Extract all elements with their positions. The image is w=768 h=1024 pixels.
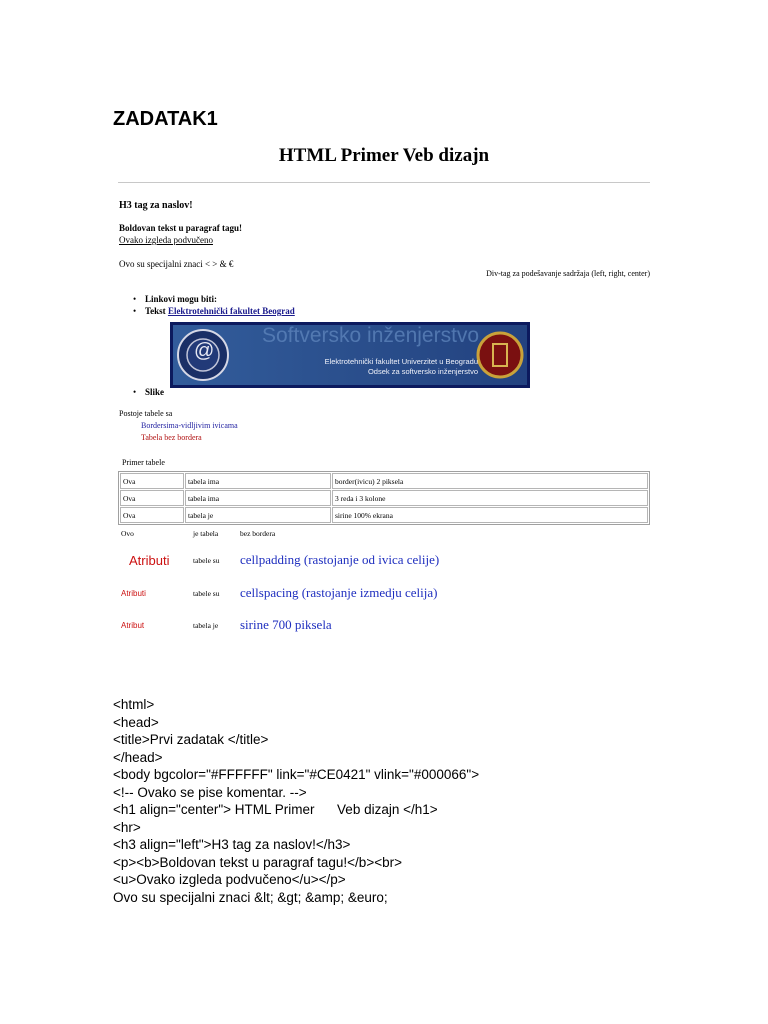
table-cell: sirine 100% ekrana <box>332 507 648 523</box>
code-line: <title>Prvi zadatak </title> <box>113 732 269 747</box>
code-line: <u>Ovako izgleda podvučeno</u></p> <box>113 872 346 887</box>
borderless-cell-3: sirine 700 piksela <box>240 617 332 632</box>
page-heading: HTML Primer Veb dizajn <box>278 145 490 166</box>
div-right-text: Div-tag za podešavanje sadržaja (left, right, center) <box>486 269 650 278</box>
list-item <box>133 293 295 305</box>
list-item <box>133 386 164 398</box>
tables-with-borders-text: Bordersima-vidljivim ivicama <box>141 421 238 430</box>
table-row <box>120 473 648 489</box>
table-cell: Ova <box>120 490 184 506</box>
table-cell: Ova <box>120 507 184 523</box>
bullet-list-images <box>133 386 164 398</box>
code-line: <h3 align="left">H3 tag za naslov!</h3> <box>113 837 351 852</box>
code-line: <!-- Ovako se pise komentar. --> <box>113 784 307 800</box>
table-cell: tabela je <box>185 507 331 523</box>
fakultet-link[interactable]: Elektrotehnički fakultet Beograd <box>167 306 295 316</box>
h3-heading: H3 tag za naslov! <box>119 200 193 211</box>
bullet-label: Linkovi mogu biti: <box>145 294 218 304</box>
code-line: <hr> <box>113 819 141 835</box>
table-row <box>120 490 648 506</box>
borderless-cell-3: cellspacing (rastojanje izmedju celija) <box>240 585 438 600</box>
table-cell: border(ivicu) 2 piksela <box>332 473 648 489</box>
banner-line-1: Elektrotehnički fakultet Univerzitet u Beogradu <box>324 357 478 366</box>
faculty-banner-image <box>170 322 530 388</box>
table-cell: Ova <box>120 473 184 489</box>
code-line: <body bgcolor="#FFFFFF" link="#CE0421" vlink="#000066"> <box>113 767 480 782</box>
bullet-label: Tekst <box>145 306 166 316</box>
table-row <box>120 507 648 523</box>
borderless-cell-3: cellpadding (rastojanje od ivica celije) <box>240 552 440 567</box>
code-line: <head> <box>113 714 159 730</box>
table-cell: tabela ima <box>185 490 331 506</box>
list-item <box>133 305 295 317</box>
borderless-cell-2: je tabela <box>193 529 219 538</box>
borderless-cell-2: tabela je <box>193 621 219 630</box>
html-source-listing <box>113 696 479 906</box>
code-line: <html> <box>113 697 155 712</box>
borderless-cell-1: Atributi <box>121 589 146 598</box>
bullet-list <box>133 293 295 317</box>
tables-intro-text: Postoje tabele sa <box>119 409 173 418</box>
borderless-cell-2: tabele su <box>193 556 220 565</box>
bullet-dot-icon: • <box>133 387 137 397</box>
horizontal-rule <box>118 182 650 183</box>
underlined-text: Ovako izgleda podvučeno <box>119 235 213 245</box>
code-line: <p><b>Boldovan tekst u paragraf tagu!</b><br> <box>113 854 402 870</box>
code-line: Ovo su specijalni znaci &lt; &gt; &amp; &euro; <box>113 889 388 905</box>
table-cell: tabela ima <box>185 473 331 489</box>
banner-watermark: Softversko inženjerstvo <box>262 324 480 347</box>
code-line: </head> <box>113 749 163 765</box>
code-line: <h1 align="center"> HTML Primer Veb dizajn </h1> <box>113 802 438 817</box>
document-title: ZADATAK1 <box>113 108 218 130</box>
borderless-cell-3: bez bordera <box>240 529 276 538</box>
bullet-dot-icon: • <box>133 306 137 316</box>
table-cell: 3 reda i 3 kolone <box>332 490 648 506</box>
borderless-cell-1: Atributi <box>129 553 170 568</box>
bold-paragraph: Boldovan tekst u paragraf tagu! <box>119 223 243 233</box>
borderless-cell-2: tabele su <box>193 589 220 598</box>
bullet-label: Slike <box>145 387 165 397</box>
example-table <box>118 471 650 525</box>
logo-at-symbol: @ <box>194 340 215 362</box>
borderless-cell-1: Atribut <box>121 621 145 630</box>
banner-line-2: Odsek za softversko inženjerstvo <box>367 367 478 376</box>
borderless-cell-1: Ovo <box>121 529 134 538</box>
special-characters-text: Ovo su specijalni znaci < > & € <box>119 259 234 269</box>
bullet-dot-icon: • <box>133 294 137 304</box>
table-caption: Primer tabele <box>122 458 165 467</box>
tables-without-borders-text: Tabela bez bordera <box>141 433 202 442</box>
